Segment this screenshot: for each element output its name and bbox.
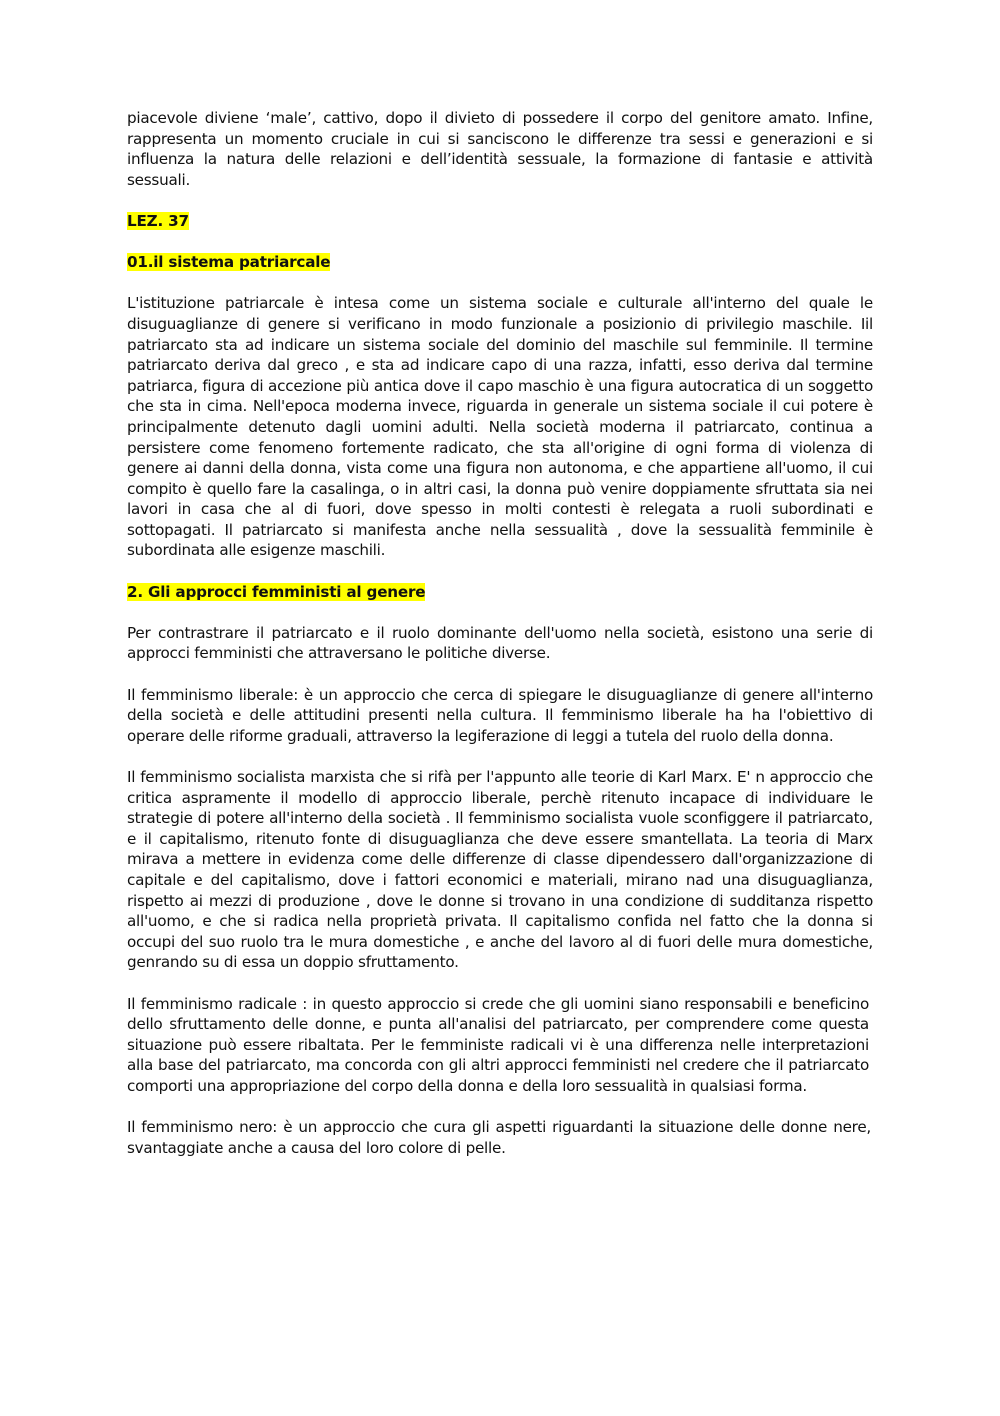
section2-heading	[127, 582, 873, 603]
section1-heading	[127, 252, 873, 273]
lesson-heading	[127, 211, 873, 232]
lesson-heading-text: LEZ. 37	[127, 211, 189, 230]
section1-paragraph: L'istituzione patriarcale è intesa come un sistema sociale e culturale all'interno del quale le disuguaglianze di genere si verificano in modo funzionale a posizionio di privilegio maschile. Iil patriarcato sta ad indicare un sistema sociale del dominio del maschile sul femminile. Il termine patriarcato deriva dal greco , e sta ad indicare capo di una razza, infatti, esso deriva dal termine patriarca, figura di accezione più antica dove il capo maschio è una figura autocratica di un soggetto che sta in cima. Nell'epoca moderna invece, riguarda in generale un sistema sociale il cui potere è principalmente detenuto dagli uomini adulti. Nella società moderna il patriarcato, continua a persistere come fenomeno fortemente radicato, che sta all'origine di ogni forma di violenza di genere ai danni della donna, vista come una figura non autonoma, e che appartiene all'uomo, il cui compito è quello fare la casalinga, o in altri casi, la donna può venire doppiamente sfruttata sia nei lavori in casa che al di fuori, dove spesso in molti contesti è relegata a ruoli subordinati e sottopagati. Il patriarcato si manifesta anche nella sessualità , dove la sessualità femminile è subordinata alle esigenze maschili.	[127, 294, 873, 560]
black-feminism-paragraph: Il femminismo nero: è un approccio che cura gli aspetti riguardanti la situazione delle donne nere, svantaggiate anche a causa del loro colore di pelle.	[127, 1118, 871, 1157]
liberal-feminism-paragraph: Il femminismo liberale: è un approccio che cerca di spiegare le disuguaglianze di genere all'interno della società e delle attitudini presenti nella cultura. Il femminismo liberale ha ha l'obiettivo di operare delle riforme graduali, attraverso la legiferazione di leggi a tutela del ruolo della donna.	[127, 685, 873, 745]
section1-heading-text: 01.il sistema patriarcale	[127, 253, 331, 272]
section2-heading-text: 2. Gli approcci femministi al genere	[127, 582, 426, 601]
socialist-feminism-paragraph: Il femminismo socialista marxista che si rifà per l'appunto alle teorie di Karl Marx. E' n approccio che critica aspramente il modello di approccio liberale, perchè ritenuto incapace di individuare le strategie di potere all'interno della società . Il femminismo socialista vuole sconfiggere il patriarcato, e il capitalismo, ritenuto fonte di disuguaglianza che deve essere smantellata. La teoria di Marx mirava a mettere in evidenza come delle differenze di classe dipendessero dall'organizzazione di capitale e del capitalismo, dove i fattori economici e materiali, mirano nad una disuguaglianza, rispetto ai mezzi di produzione , dove le donne si trovano in una condizione di sudditanza rispetto all'uomo, e che si radica nella proprietà privata. Il capitalismo confida nel fatto che la donna si occupi del suo ruolo tra le mura domestiche , e anche del lavoro al di fuori delle mura domestiche, genrando su di essa un doppio sfruttamento.	[127, 768, 873, 972]
intro-paragraph: piacevole diviene ‘male’, cattivo, dopo il divieto di possedere il corpo del genitore amato. Infine, rappresenta un momento cruciale in cui si sanciscono le differenze tra sessi e generazioni e si influenza la natura delle relazioni e dell’identità sessuale, la formazione di fantasie e attività sessuali.	[127, 109, 873, 189]
section2-intro-paragraph: Per contrastrare il patriarcato e il ruolo dominante dell'uomo nella società, esistono una serie di approcci femministi che attraversano le politiche diverse.	[127, 623, 873, 663]
document-page	[127, 108, 873, 1158]
radical-feminism-paragraph: Il femminismo radicale : in questo approccio si crede che gli uomini siano responsabili e beneficino dello sfruttamento delle donne, e punta all'analisi del patriarcato, per comprendere come questa situazione può essere ribaltata. Per le femministe radicali vi è una differenza nelle interpretazioni alla base del patriarcato, ma concorda con gli altri approcci femministi nel credere che il patriarcato comporti una appropriazione del corpo della donna e della loro sessualità in qualsiasi forma.	[127, 994, 869, 1095]
